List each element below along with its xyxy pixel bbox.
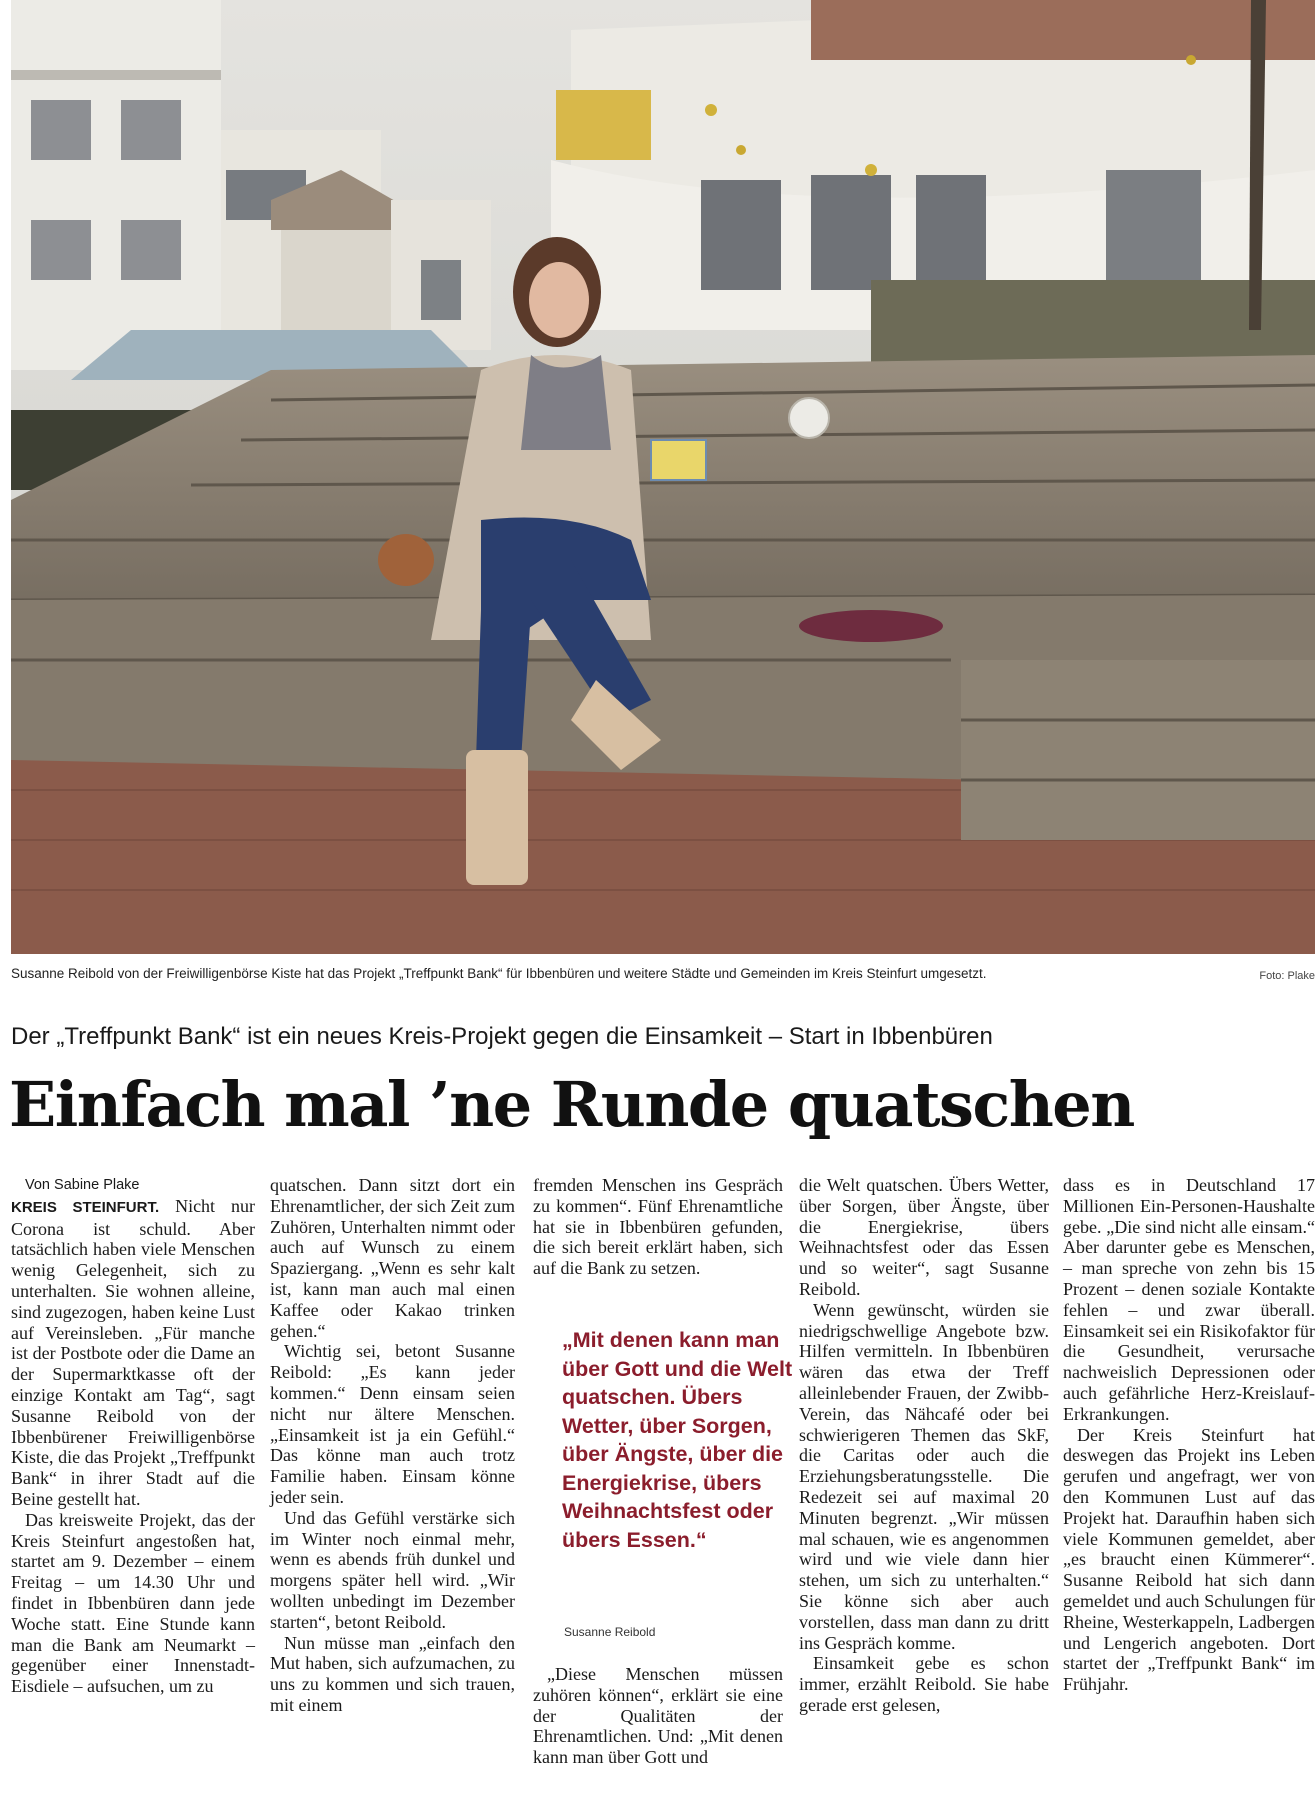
paragraph: Einsamkeit gebe es schon immer, erzählt Reibold. Sie habe gerade erst gelesen,	[799, 1653, 1049, 1715]
paragraph: Wenn gewünscht, würden sie niedrigschwellige Angebote bzw. Hilfen vermitteln. In Ibbenbüren wären das etwa der Treff alleinlebender Frauen, der Zwibb-Verein, das Nähcafé oder bei schwierigeren Themen das SkF, die Caritas oder auch die Erziehungsberatungsstelle. Die Redezeit sei auf maximal 20 Minuten begrenzt. „Wir müssen mal schauen, wie es angenommen wird und wie viele dann hier stehen, um sich zu unterhalten.“ Sie könne sich aber auch vorstellen, dass man dann zu dritt ins Gespräch komme.	[799, 1299, 1049, 1653]
paragraph: Und das Gefühl verstärke sich im Winter noch einmal mehr, wenn es abends früh dunkel und morgens später hell wird. „Wir wollten unbedingt im Dezember starten“, betont Reibold.	[270, 1507, 515, 1632]
lead-text: Nicht nur Corona ist schuld. Aber tatsächlich haben viele Menschen wenig Gelegenheit, sich zu unterhalten. Sie wohnen alleine, sind zugezogen, haben keine Lust auf Vereinsleben. „Für manche ist der Postbote oder die Dame an der Supermarktkasse oft der einzige Kontakt am Tag“, sagt Susanne Reibold von der Ibbenbürener Freiwilligenbörse Kiste, die das Projekt „Treffpunkt Bank“ in ihrer Stadt auf die Beine gestellt hat.	[11, 1195, 255, 1509]
pull-quote-source: Susanne Reibold	[564, 1625, 656, 1639]
pull-quote: „Mit denen kann man über Gott und die Welt quatschen. Übers Wetter, über Sorgen, über Ängste, über die Energiekrise, übers Weihnachtsfest oder übers Essen.“	[562, 1328, 793, 1552]
dateline: KREIS STEINFURT.	[11, 1198, 160, 1216]
paragraph: Das kreisweite Projekt, das der Kreis Steinfurt angestoßen hat, startet am 9. Dezember – einem Freitag – um 14.30 Uhr und findet in Ibbenbüren dann jede Woche statt. Eine Stunde kann man die Bank am Neumarkt – gegenüber einer Innenstadt-Eisdiele – aufsuchen, um zu	[11, 1509, 255, 1697]
paragraph: die Welt quatschen. Übers Wetter, über Sorgen, über Ängste, über die Energiekrise, übers Weihnachtsfest oder das Essen und so weiter“, sagt Susanne Reibold.	[799, 1175, 1049, 1299]
headline: Einfach mal ’ne Runde quatschen	[9, 1068, 1134, 1141]
column-4	[799, 1175, 1049, 1716]
lead-paragraph	[11, 1196, 255, 1510]
paragraph: Der Kreis Steinfurt hat deswegen das Projekt ins Leben gerufen und angefragt, wer von den Kommunen Lust auf das Projekt hat. Daraufhin haben sich viele Kommunen gemeldet, aber „es braucht einen Kümmerer“. Susanne Reibold hat sich dann gemeldet und auch Schulungen für Rheine, Westerkappeln, Ladbergen und Lengerich angeboten. Dort startet der „Treffpunkt Bank“ im Frühjahr.	[1063, 1424, 1315, 1695]
paragraph: Wichtig sei, betont Susanne Reibold: „Es kann jeder kommen.“ Denn einsam seien nicht nur ältere Menschen. „Einsamkeit ist ja ein Gefühl.“ Das könne man auch trotz Familie haben. Einsam könne jeder sein.	[270, 1341, 515, 1507]
paragraph: dass es in Deutschland 17 Millionen Ein-Personen-Haushalte gebe. „Die sind nicht alle einsam.“ Aber darunter gebe es Menschen, – man spreche von zehn bis 15 Prozent – denen soziale Kontakte fehlen – und zwar überall. Einsamkeit sei ein Risikofaktor für die Gesundheit, verursache nachweislich Depressionen oder auch gefährliche Herz-Kreislauf-Erkrankungen.	[1063, 1175, 1315, 1424]
paragraph: quatschen. Dann sitzt dort ein Ehrenamtlicher, der sich Zeit zum Zuhören, Unterhalten nimmt oder auch auf Wunsch zu einem Spaziergang. „Wenn es sehr kalt ist, kann man auch mal einen Kaffee oder Kakao trinken gehen.“	[270, 1175, 515, 1341]
column-3-top	[533, 1175, 783, 1279]
bench-scene-illustration	[11, 0, 1315, 954]
column-2	[270, 1175, 515, 1716]
byline: Von Sabine Plake	[25, 1177, 140, 1193]
photo-credit: Foto: Plake	[1259, 970, 1315, 982]
paragraph: Nun müsse man „einfach den Mut haben, sich aufzumachen, zu uns zu kommen und sich trauen, mit einem	[270, 1632, 515, 1715]
column-5	[1063, 1175, 1315, 1695]
photo-caption: Susanne Reibold von der Freiwilligenbörse Kiste hat das Projekt „Treffpunkt Bank“ für Ibbenbüren und weitere Städte und Gemeinden im Kreis Steinfurt umgesetzt.	[11, 966, 987, 981]
column-1	[11, 1175, 255, 1697]
article-photo	[11, 0, 1315, 954]
kicker-subheadline: Der „Treffpunkt Bank“ ist ein neues Kreis-Projekt gegen die Einsamkeit – Start in Ibbenbüren	[11, 1023, 993, 1050]
paragraph: fremden Menschen ins Gespräch zu kommen“. Fünf Ehrenamtliche hat sie in Ibbenbüren gefunden, die sich bereit erklärt haben, sich auf die Bank zu setzen.	[533, 1175, 783, 1279]
column-3-bottom	[533, 1664, 783, 1768]
paragraph: „Diese Menschen müssen zuhören können“, erklärt sie eine der Qualitäten der Ehrenamtlichen. Und: „Mit denen kann man über Gott und	[533, 1664, 783, 1768]
